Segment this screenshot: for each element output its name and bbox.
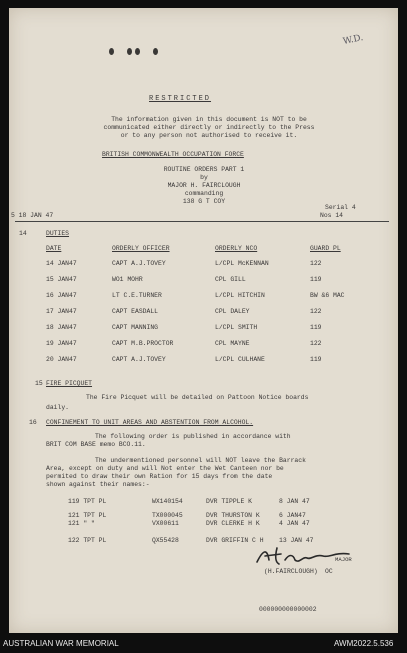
serial-number: Serial 4: [325, 204, 356, 211]
duty-guard: 119: [310, 356, 322, 363]
confinement-para2-line-1: The undermentioned personnel will NOT leave the Barrack: [95, 457, 306, 464]
soldier-name: DVR CLERKE H K: [206, 520, 260, 527]
section-number: 16: [29, 419, 37, 426]
duty-date: 16 JAN47: [46, 292, 77, 299]
signature-name: (H.FAIRCLOUGH): [264, 568, 318, 575]
duty-nco: CPL GILL: [215, 276, 246, 283]
document-heading: RESTRICTED: [149, 95, 212, 103]
date-rule: [15, 221, 389, 222]
confinement-para1-line-2: BRIT COM BASE memo BCO.11.: [46, 441, 146, 448]
corner-mark: W.D.: [342, 32, 365, 48]
fire-heading: FIRE PICQUET: [46, 380, 93, 387]
orders-commanding: commanding: [184, 190, 224, 197]
service-number: QX55428: [152, 537, 179, 544]
confinement-para1-line-1: The following order is published in accordance with: [95, 433, 291, 440]
platoon: 121 " ": [68, 520, 95, 527]
duty-nco: L/CPL McKENNAN: [215, 260, 269, 267]
column-header-officer: ORDERLY OFFICER: [112, 245, 170, 252]
force-title: BRITISH COMMONWEALTH OCCUPATION FORCE: [102, 151, 244, 158]
duty-guard: 122: [310, 260, 322, 267]
platoon: 119 TPT PL: [68, 498, 107, 505]
orders-by: by: [200, 174, 208, 181]
soldier-name: DVR GRIFFIN C H: [206, 537, 264, 544]
duty-officer: WO1 MOHR: [112, 276, 143, 283]
duty-date: 18 JAN47: [46, 324, 77, 331]
confinement-heading: CONFINEMENT TO UNIT AREAS AND ABSTENTION FROM ALCOHOL.: [46, 419, 254, 426]
orders-title: ROUTINE ORDERS PART 1: [163, 166, 245, 173]
duty-date: 15 JAN47: [46, 276, 77, 283]
confinement-date: 6 JAN47: [279, 512, 306, 519]
duty-officer: LT C.E.TURNER: [112, 292, 162, 299]
duty-nco: L/CPL SMITH: [215, 324, 258, 331]
confinement-date: 13 JAN 47: [279, 537, 314, 544]
document-page: [9, 8, 398, 633]
duty-guard: 122: [310, 340, 322, 347]
column-header-guard: GUARD PL: [310, 245, 341, 252]
platoon: 121 TPT PL: [68, 512, 107, 519]
fire-text-line-2: daily.: [46, 404, 70, 411]
platoon: 122 TPT PL: [68, 537, 107, 544]
service-number: WX140154: [152, 498, 183, 505]
duty-nco: CPL MAYNE: [215, 340, 250, 347]
orders-date: 5 18 JAN 47: [11, 212, 54, 219]
soldier-name: DVR THURSTON K: [206, 512, 260, 519]
duty-nco: CPL DALEY: [215, 308, 250, 315]
confinement-para2-line-3: permited to draw their own Ration for 15 days from the date: [46, 473, 273, 480]
duty-officer: CAPT MANNING: [112, 324, 159, 331]
column-header-nco: ORDERLY NCO: [215, 245, 258, 252]
duty-officer: CAPT A.J.TOVEY: [112, 356, 166, 363]
footer-accession: AWM2022.5.536: [334, 639, 394, 648]
archive-footer: [0, 635, 407, 653]
confinement-para2-line-4: shown against their names:-: [46, 481, 150, 488]
soldier-name: DVR TIPPLE K: [206, 498, 253, 505]
duty-date: 20 JAN47: [46, 356, 77, 363]
confinement-para2-line-2: Area, except on duty and will Not enter the Wet Canteen nor be: [46, 465, 284, 472]
column-header-date: DATE: [46, 245, 62, 252]
section-number: 15: [35, 380, 43, 387]
duty-guard: BW &6 MAC: [310, 292, 345, 299]
signature-rank: MAJOR: [335, 556, 352, 563]
section-number: 14: [19, 230, 27, 237]
footer-institution: AUSTRALIAN WAR MEMORIAL: [3, 639, 119, 648]
duty-guard: 119: [310, 276, 322, 283]
duty-date: 19 JAN47: [46, 340, 77, 347]
orders-nos: Nos 14: [320, 212, 344, 219]
duty-nco: L/CPL CULHANE: [215, 356, 265, 363]
duty-date: 14 JAN47: [46, 260, 77, 267]
confinement-date: 8 JAN 47: [279, 498, 310, 505]
orders-major: MAJOR H. FAIRCLOUGH: [167, 182, 241, 189]
duty-officer: CAPT M.B.PROCTOR: [112, 340, 174, 347]
duty-guard: 119: [310, 324, 322, 331]
service-number: VX00611: [152, 520, 179, 527]
punch-holes: [109, 48, 169, 58]
notice-line-3: or to any person not authorised to receive it.: [120, 132, 298, 139]
orders-unit: 138 G T COY: [182, 198, 226, 205]
notice-line-1: The information given in this document is NOT to be: [111, 116, 307, 123]
fire-text-line-1: The Fire Picquet will be detailed on Pattoon Notice boards: [86, 394, 309, 401]
duty-nco: L/CPL HITCHIN: [215, 292, 265, 299]
reference-number: 000000000000002: [259, 606, 317, 613]
duties-heading: DUTIES: [46, 230, 70, 237]
confinement-date: 4 JAN 47: [279, 520, 310, 527]
duty-officer: CAPT EASDALL: [112, 308, 159, 315]
service-number: TX000045: [152, 512, 183, 519]
notice-line-2: communicated either directly or indirectly to the Press: [103, 124, 315, 131]
duty-officer: CAPT A.J.TOVEY: [112, 260, 166, 267]
signature-suffix: OC: [325, 568, 333, 575]
duty-date: 17 JAN47: [46, 308, 77, 315]
duty-guard: 122: [310, 308, 322, 315]
